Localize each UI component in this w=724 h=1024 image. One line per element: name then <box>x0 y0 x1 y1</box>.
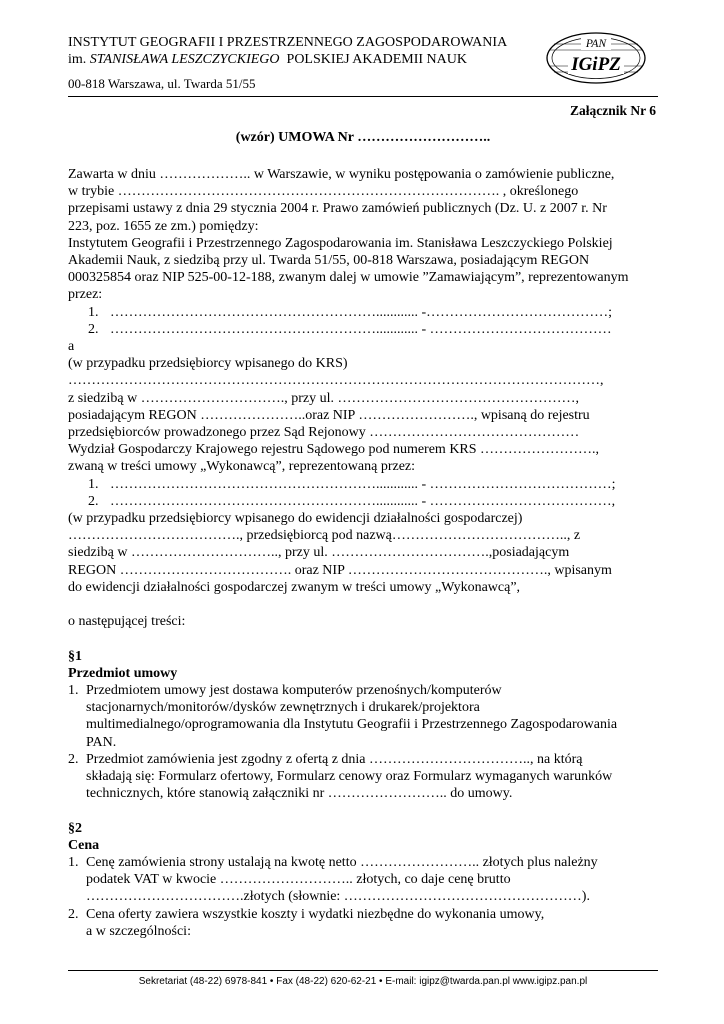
ordering-party-rep-2: 2. …………………………………………………............ - ………………………………… <box>88 321 612 337</box>
ordering-party-rep-1: 1. …………………………………………………............ -…………………………………; <box>88 304 613 320</box>
contract-body <box>68 166 658 940</box>
logo-pan-text: PAN <box>585 38 607 50</box>
krs-line: a <box>68 339 75 355</box>
contract-title: (wzór) UMOWA Nr ……………………….. <box>235 130 491 145</box>
institute-subname: im. STANISŁAWA LESZCZYCKIEGO POLSKIEJ AKADEMII NAUK <box>68 52 467 67</box>
patron-name: STANISŁAWA LESZCZYCKIEGO <box>89 52 280 67</box>
contractor-rep-1: 1. …………………………………………………............ - …………………………………; <box>88 476 616 492</box>
section-heading: Przedmiot umowy <box>68 665 178 681</box>
list-item: 1. Przedmiotem umowy jest dostawa komputerów przenośnych/komputerów stacjonarnych/monitorów/dysków zewnętrznych i drukarek/projektora multimedialnego/oprogramowania dla Instytutu Geografii i Przestrzennego Zagospodarowania PAN. <box>68 683 618 750</box>
list-item: 1. Cenę zamówienia strony ustalają na kwotę netto …………………….. złotych plus należny podatek VAT w kwocie ……………………….. złotych, co daje cenę brutto …………………………….złotych (słownie: ……………………………………………). <box>68 855 598 905</box>
intro-line: Akademii Nauk, z siedzibą przy ul. Twarda 51/55, 00-818 Warszawa, posiadającym REGON <box>68 253 590 269</box>
list-item: 2. Przedmiot zamówienia jest zgodny z ofertą z dnia …………………………….., na którą składają się: Formularz ofertowy, Formularz cenowy oraz Formularz wymaganych warunków technicznych, które stanowią załączniki nr …………………….. do umowy. <box>68 751 613 802</box>
attachment-label: Załącznik Nr 6 <box>569 103 656 118</box>
krs-line: Wydział Gospodarczy Krajowego rejestru Sądowego pod numerem KRS ……………………., <box>68 442 600 458</box>
krs-line: posiadającym REGON …………………..oraz NIP ……………………., wpisaną do rejestru <box>68 407 590 423</box>
ceidg-line: (w przypadku przedsiębiorcy wpisanego do ewidencji działalności gospodarczej) <box>68 511 523 527</box>
intro-line: Instytutem Geografii i Przestrzennego Zagospodarowania im. Stanisława Leszczyckiego Polskiej <box>68 235 613 251</box>
igipz-pan-logo <box>544 30 648 86</box>
intro-line: 000325854 oraz NIP 525-00-12-188, zwanym dalej w umowie ”Zamawiającym”, reprezentowanym <box>68 270 629 286</box>
institute-name: INSTYTUT GEOGRAFII I PRZESTRZENNEGO ZAGOSPODAROWANIA <box>68 35 508 50</box>
krs-line: zwaną w treści umowy „Wykonawcą”, reprezentowaną przez: <box>68 459 416 475</box>
intro-line: Zawarta w dniu ……………….. w Warszawie, w wyniku postępowania o zamówienie publiczne, <box>68 167 615 182</box>
logo-igipz-text: IGiPZ <box>571 54 621 75</box>
list-item: 2. Cena oferty zawiera wszystkie koszty i wydatki niezbędne do wykonania umowy, a w szczególności: <box>68 906 545 939</box>
intro-line: przepisami ustawy z dnia 29 stycznia 2004 r. Prawo zamówień publicznych (Dz. U. z 2007 r. Nr <box>68 201 607 217</box>
institute-address: 00-818 Warszawa, ul. Twarda 51/55 <box>68 76 256 91</box>
krs-line: przedsiębiorców prowadzonego przez Sąd Rejonowy ……………………………………… <box>68 425 580 441</box>
krs-line: z siedzibą w …………………………., przy ul. ……………………………………………, <box>68 390 579 406</box>
krs-line: ……………………………………………………………………………………………………, <box>68 373 604 389</box>
section-heading: Cena <box>68 837 100 853</box>
ceidg-line: ………………………………., przedsiębiorcą pod nazwą……………………………….., z <box>68 528 581 544</box>
ceidg-line: siedzibą w ………………………….., przy ul. …………………………….,posiadającym <box>68 545 570 561</box>
header-divider <box>68 96 658 97</box>
footer-contact: Sekretariat (48-22) 6978-841 • Fax (48-22) 620-62-21 • E-mail: igipz@twarda.pan.pl www.igipz.pan.pl <box>138 976 588 987</box>
krs-line: (w przypadku przedsiębiorcy wpisanego do KRS) <box>68 356 348 372</box>
ceidg-line: REGON ………………………………. oraz NIP ……………………………………., wpisanym <box>68 562 612 578</box>
following-text: o następującej treści: <box>68 614 186 630</box>
contractor-rep-2: 2. …………………………………………………............ - …………………………………, <box>88 493 616 509</box>
intro-line: przez: <box>68 287 103 303</box>
section-mark: §1 <box>68 648 82 664</box>
intro-line: w trybie ………………………………………………………………………. , określonego <box>68 184 579 200</box>
section-mark: §2 <box>68 820 82 836</box>
intro-line: 223, poz. 1655 ze zm.) pomiędzy: <box>68 218 259 234</box>
ceidg-line: do ewidencji działalności gospodarczej zwanym w treści umowy „Wykonawcą”, <box>68 579 521 595</box>
footer-divider <box>68 970 658 971</box>
